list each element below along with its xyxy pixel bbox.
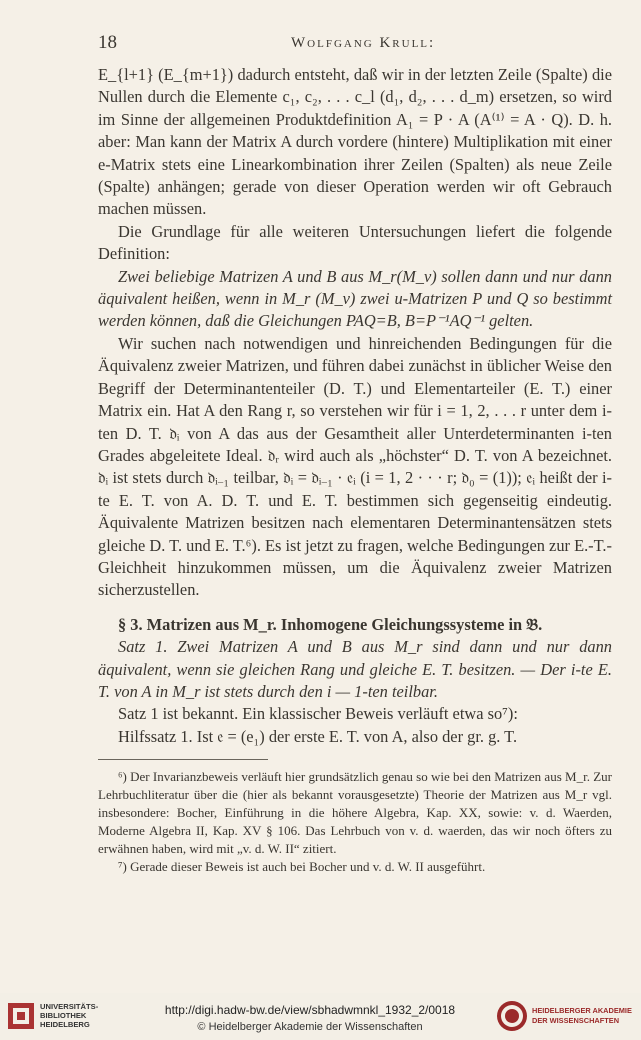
body-text (98, 64, 612, 748)
university-seal-icon (6, 1001, 36, 1031)
section-heading: § 3. Matrizen aus M_r. Inhomogene Gleichungssysteme in 𝔅. (118, 614, 543, 634)
library-name: UNIVERSITÄTS- BIBLIOTHEK HEIDELBERG (40, 1002, 99, 1029)
paragraph-2: Die Grundlage für alle weiteren Untersuchungen liefert die folgende Definition: (98, 221, 612, 264)
footnote-rule (98, 759, 268, 760)
footnote-6: ⁶) Der Invarianzbeweis verläuft hier grundsätzlich genau so wie bei den Matrizen aus M_r. Zur Lehrbuchliteratur über die (hier als bekannt vorausgesetzte) Theorie der Matrizen aus M_r vgl. insbesondere: Bocher, Einführung in die höhere Algebra, Kap. XX, sowie: v. d. Waerden, Moderne Algebra II, Kap. XV § 106. Das Lehrbuch von v. d. waerden, das wir noch öfters zu erwähnen haben, wird mit „v. d. W. II“ zitiert. (98, 769, 612, 856)
footnote-7: ⁷) Gerade dieser Beweis ist auch bei Bocher und v. d. W. II ausgeführt. (118, 858, 486, 874)
page-number: 18 (98, 32, 117, 53)
theorem-1: Satz 1. Zwei Matrizen A und B aus M_r sind dann und nur dann äquivalent, wenn sie gleichen Rang und gleiche E. T. besitzen. — Der i-te E. T. von A in M_r ist stets durch den i — 1-ten teilbar. (98, 637, 612, 701)
footer-bar (0, 993, 641, 1040)
paragraph-6: Satz 1 ist bekannt. Ein klassischer Beweis verläuft etwa so⁷): (118, 704, 518, 724)
page-header (0, 32, 641, 56)
footnotes (98, 768, 612, 875)
paragraph-4: Wir suchen nach notwendigen und hinreichenden Bedingungen für die Äquivalenz zweier Matrizen, und führen dabei zunächst in üblicher Weise den Begriff der Determinantenteiler (D. T.) und Elementarteiler (E. T.) einer Matrix ein. Hat A den Rang r, so verstehen wir für i = 1, 2, . . . r unter dem i-ten D. T. 𝔡ᵢ von A das aus der Gesamtheit aller Unterdeterminanten i-ten Grades abgeleitete Ideal. 𝔡ᵣ wird auch als „höchster“ D. T. von A bezeichnet. 𝔡ᵢ ist stets durch 𝔡ᵢ₋₁ teilbar, 𝔡ᵢ = 𝔡ᵢ₋₁ · 𝔢ᵢ (i = 1, 2 · · · r; 𝔡₀ = (1)); 𝔢ᵢ heißt der i-te E. T. von A. D. T. und E. T. bestimmen sich gegenseitig eindeutig. Äquivalente Matrizen besitzen nach elementaren Determinantensätzen stets gleiche D. T. und E. T.⁶). Es ist jetzt zu fragen, welche Bedingungen zur E.-T.-Gleichheit hinzukommen müssen, um die Äquivalenz zweier Matrizen sicherzustellen. (98, 333, 612, 600)
running-head: Wolfgang Krull: (291, 35, 436, 51)
paragraph-1: E_{l+1} (E_{m+1}) dadurch entsteht, daß wir in der letzten Zeile (Spalte) die Nullen durch die Elemente c₁, c₂, . . . c_l (d₁, d₂, . . . d_m) ersetzen, so wird im Sinne der allgemeinen Produktdefinition A₁ = P · A (A⁽¹⁾ = A · Q). D. h. aber: Man kann der Matrix A durch vordere (hintere) Multiplikation mit einer e-Matrix stets eine Linearkombination ihrer Zeilen (Spalten) als neue Zeile (Spalte) anhängen; gerade von dieser Operation werden wir oft Gebrauch machen müssen. (98, 65, 612, 219)
footer-copyright: © Heidelberger Akademie der Wissenschaften (197, 1021, 423, 1033)
academy-name: HEIDELBERGER AKADEMIE DER WISSENSCHAFTEN (532, 1006, 632, 1025)
lemma-1: Hilfssatz 1. Ist 𝔢 = (e₁) der erste E. T. von A, also der gr. g. T. (118, 726, 518, 746)
footer-url-link[interactable]: http://digi.hadw-bw.de/view/sbhadwmnkl_1932_2/0018 (164, 1003, 456, 1017)
definition-paragraph: Zwei beliebige Matrizen A und B aus M_r(M_v) sollen dann und nur dann äquivalent heißen, wenn in M_r (M_v) zwei u-Matrizen P und Q so bestimmt werden können, daß die Gleichungen PAQ=B, B=P⁻¹AQ⁻¹ gelten. (98, 266, 612, 331)
academy-seal-icon (496, 1000, 528, 1032)
